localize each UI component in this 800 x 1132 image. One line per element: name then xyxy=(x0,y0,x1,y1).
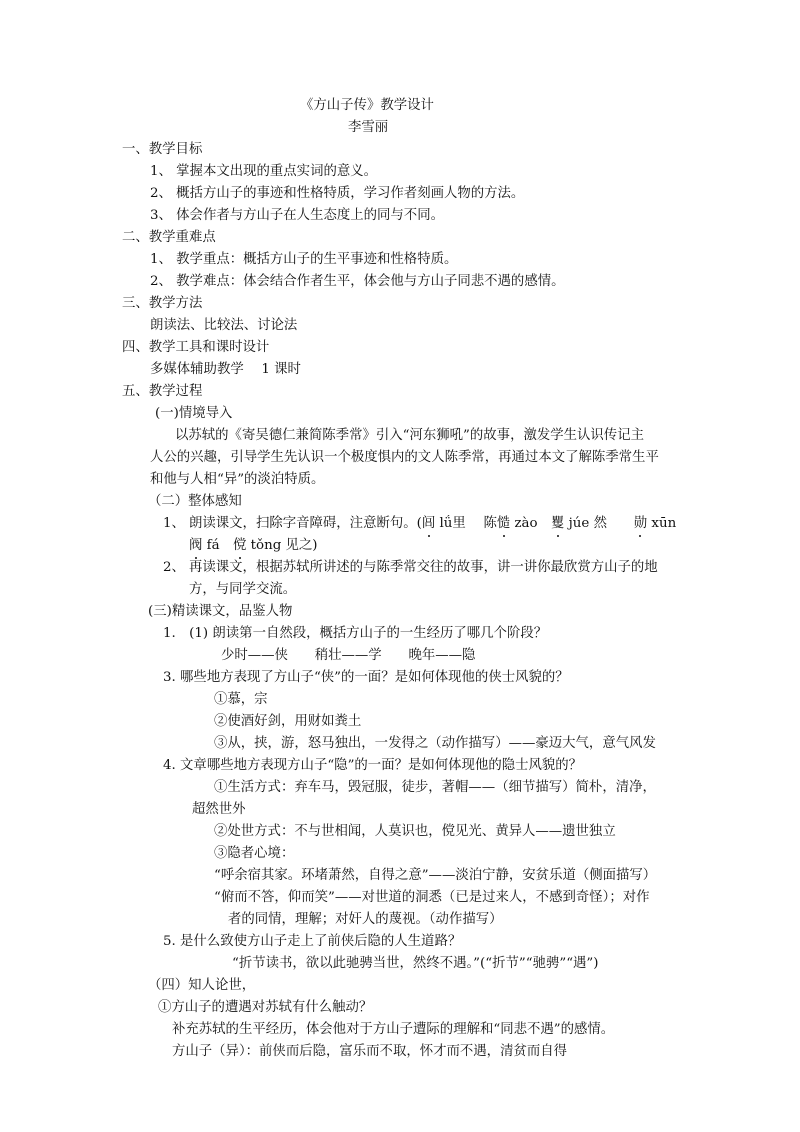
part-4-heading: （四）知人论世， xyxy=(148,978,256,993)
dotted-char: 傥 xyxy=(233,536,246,556)
question-4-answer-3: ③隐者心境： xyxy=(214,846,295,861)
intro-paragraph-line-3: 和他与人相“异”的淡泊特质。 xyxy=(150,472,325,487)
key-point-item-1: 1、 教学重点：概括方山子的生平事迹和性格特质。 xyxy=(150,252,458,267)
question-4-quote-1: “呼余宿其家。环堵萧然，自得之意”——淡泊宁静，安贫乐道（侧面描写） xyxy=(214,868,657,883)
key-point-item-2: 2、 教学难点：体会结合作者生平，体会他与方山子同悲不遇的感情。 xyxy=(150,274,565,289)
question-3-answer-3: ③从，挟，游，怒马独出，一发得之（动作描写）——豪迈大气，意气风发 xyxy=(214,736,656,751)
question-3: 3. 哪些地方表现了方山子“侠”的一面？是如何体现他的侠士风貌的？ xyxy=(163,670,569,685)
section-2-heading: 二、教学重难点 xyxy=(122,230,216,245)
tools-text: 多媒体辅助教学 1 课时 xyxy=(150,362,301,377)
question-1-answer: 少时——侠 稍壮——学 晚年——隐 xyxy=(221,648,476,663)
question-4: 4. 文章哪些地方表现方山子“隐”的一面？是如何体现他的隐士风貌的？ xyxy=(163,758,583,773)
intro-paragraph-line-1: 以苏轼的《寄吴德仁兼简陈季常》引入“河东狮吼”的故事，激发学生认识传记主 xyxy=(175,428,644,443)
question-3-answer-2: ②使酒好剑，用财如粪土 xyxy=(214,714,362,729)
question-1: 1. (1) 朗读第一自然段，概括方山子的一生经历了哪几个阶段？ xyxy=(163,626,548,641)
question-4-answer-1-line-1: ①生活方式：弃车马，毁冠服，徒步，著帽——（细节描写）简朴，清净， xyxy=(214,780,656,795)
question-4-answer-1-line-2: 超然世外 xyxy=(192,802,246,817)
section-1-heading: 一、教学目标 xyxy=(122,142,203,157)
intro-paragraph-line-2: 人公的兴趣，引导学生先认识一个极度惧内的文人陈季常，再通过本文了解陈季常生平 xyxy=(150,450,659,465)
methods-text: 朗读法、比较法、讨论法 xyxy=(150,318,298,333)
dotted-char: 闾 xyxy=(422,514,435,534)
overview-item-2-line-1: 再读课文，根据苏轼所讲述的与陈季常交往的故事，讲一讲你最欣赏方山子的地 xyxy=(189,560,658,575)
overview-item-2-line-2: 方，与同学交流。 xyxy=(189,582,297,597)
overview-item-1-number: 1、 xyxy=(163,516,185,531)
question-4-quote-2-line-1: “俯而不答，仰而笑”——对世道的洞悉（已是过来人，不感到奇怪）；对作 xyxy=(214,890,650,905)
question-4-answer-2: ②处世方式：不与世相闻，人莫识也，傥见光、黄异人——遗世独立 xyxy=(214,824,616,839)
overview-item-1-line-1: 朗读课文，扫除字音障碍，注意断句。(闾 lǘ里 陈慥 zào 矍 júe 然 勋 xūn xyxy=(189,514,676,534)
overview-item-1-line-2: 阀 fá 傥 tǒng 见之) xyxy=(189,536,318,556)
section-4-heading: 四、教学工具和课时设计 xyxy=(122,340,270,355)
part-1-heading: (一)情境导入 xyxy=(155,406,233,421)
doc-author: 李雪丽 xyxy=(348,120,389,135)
section-3-heading: 三、教学方法 xyxy=(122,296,203,311)
dotted-char: 勋 xyxy=(634,514,647,534)
part-2-heading: （二）整体感知 xyxy=(148,494,242,509)
doc-title: 《方山子传》教学设计 xyxy=(300,98,434,113)
goal-item-1: 1、 掌握本文出现的重点实词的意义。 xyxy=(150,164,378,179)
goal-item-3: 3、 体会作者与方山子在人生态度上的同与不同。 xyxy=(150,208,444,223)
question-3-answer-1: ①慕，宗 xyxy=(214,692,268,707)
part-4-line-2: 补充苏轼的生平经历，体会他对于方山子遭际的理解和“同悲不遇”的感情。 xyxy=(172,1022,615,1037)
dotted-char: 矍 xyxy=(551,514,564,534)
goal-item-2: 2、 概括方山子的事迹和性格特质，学习作者刻画人物的方法。 xyxy=(150,186,525,201)
question-5-answer: “折节读书，欲以此驰骋当世，然终不遇。”(“折节”“驰骋”“遇”) xyxy=(232,956,599,971)
overview-item-2-number: 2、 xyxy=(163,560,185,575)
part-3-heading: (三)精读课文，品鉴人物 xyxy=(148,604,293,619)
question-4-quote-2-line-2: 者的同情，理解；对奸人的蔑视。（动作描写） xyxy=(228,912,503,927)
section-5-heading: 五、教学过程 xyxy=(122,384,203,399)
dotted-char: 阀 xyxy=(189,536,202,556)
dotted-char: 慥 xyxy=(497,514,510,534)
question-5: 5. 是什么致使方山子走上了前侠后隐的人生道路？ xyxy=(163,934,462,949)
part-4-line-1: ①方山子的遭遇对苏轼有什么触动？ xyxy=(158,1000,373,1015)
part-4-line-3: 方山子（异）：前侠而后隐，富乐而不取，怀才而不遇，清贫而自得 xyxy=(172,1044,568,1059)
